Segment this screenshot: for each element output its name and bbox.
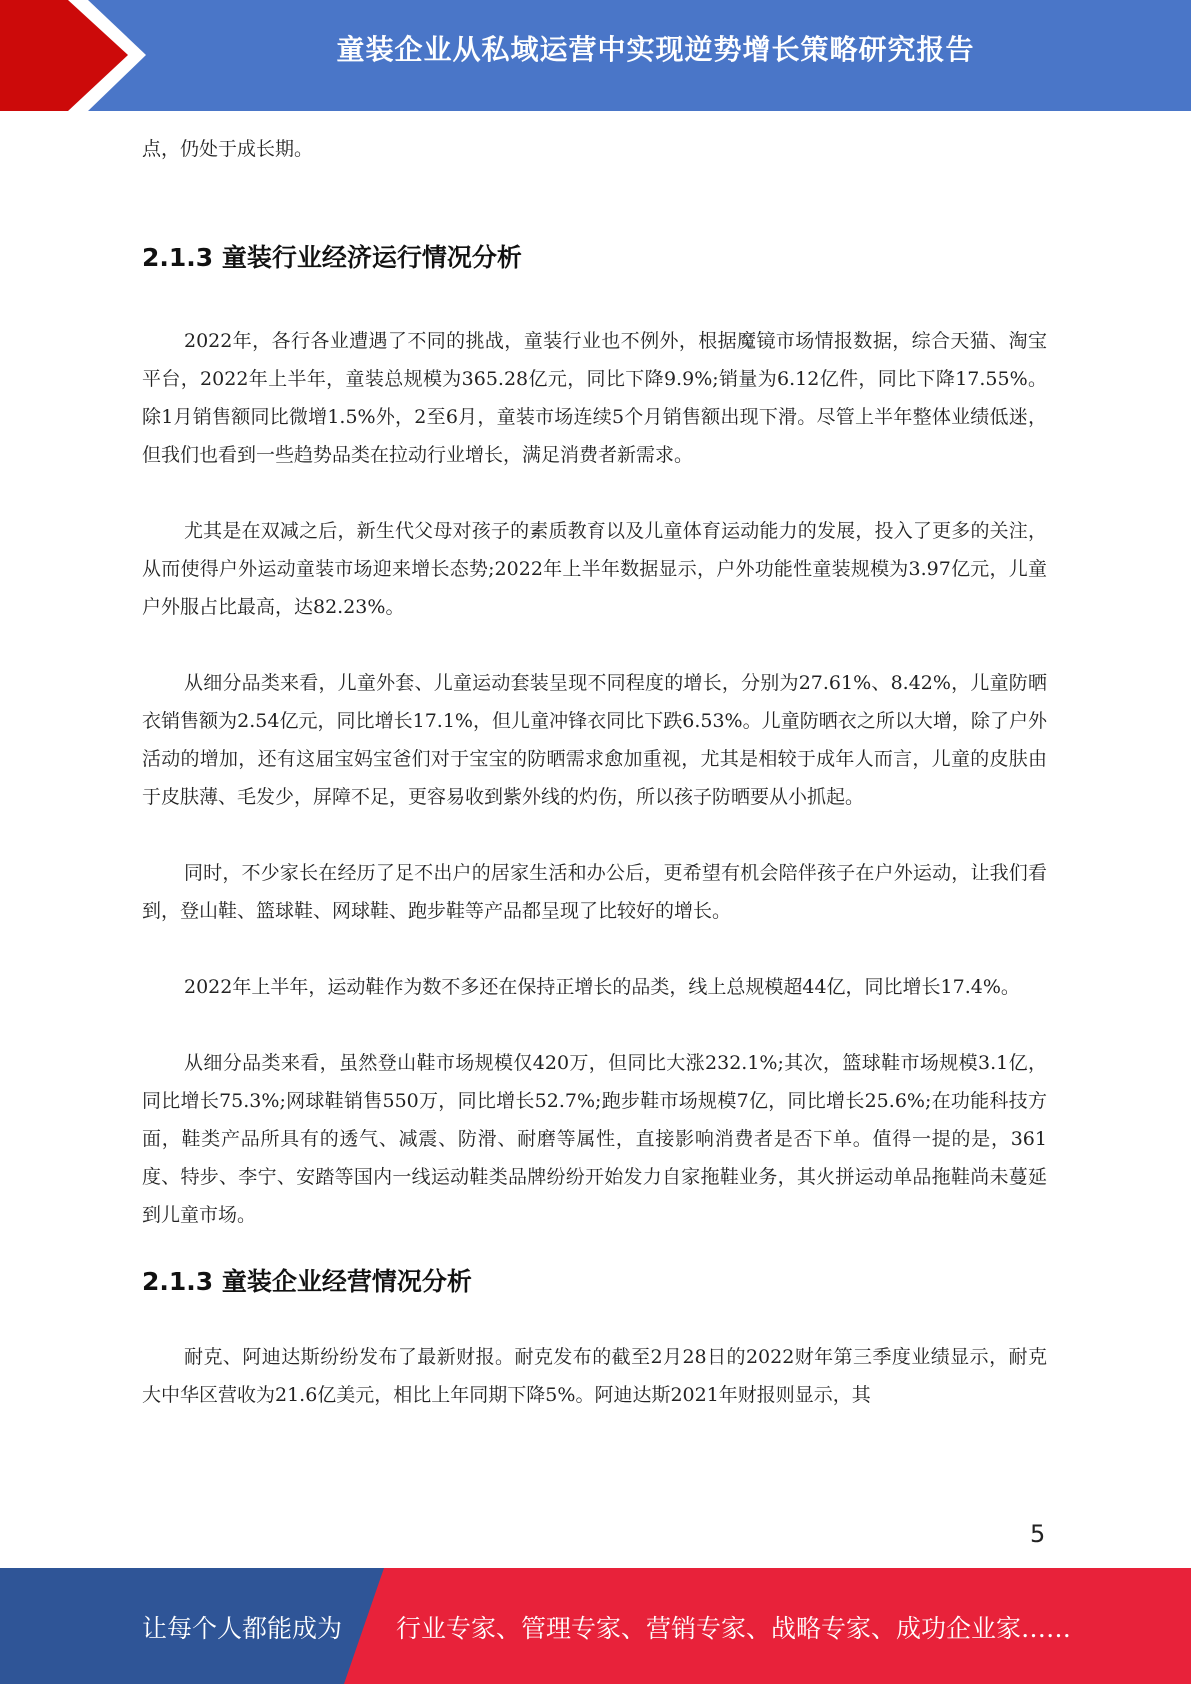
footer-banner	[0, 1568, 1191, 1684]
paragraph: 同时，不少家长在经历了足不出户的居家生活和办公后，更希望有机会陪伴孩子在户外运动，让我们看到，登山鞋、篮球鞋、网球鞋、跑步鞋等产品都呈现了比较好的增长。	[142, 862, 1047, 922]
paragraph: 2022年上半年，运动鞋作为数不多还在保持正增长的品类，线上总规模超44亿，同比增长17.4%。	[184, 976, 1020, 998]
page-number: 5	[1030, 1520, 1046, 1548]
section-heading-enterprise: 2.1.3 童装企业经营情况分析	[142, 1267, 472, 1296]
footer-slogan: 让每个人都能成为	[142, 1614, 343, 1643]
header-arrow-icon	[0, 0, 160, 111]
paragraph: 从细分品类来看，虽然登山鞋市场规模仅420万，但同比大涨232.1%;其次，篮球鞋市场规模3.1亿，同比增长75.3%;网球鞋销售550万，同比增长52.7%;跑步鞋市场规模7亿，同比增长25.6%;在功能科技方面，鞋类产品所具有的透气、减震、防滑、耐磨等属性，直接影响消费者是否下单。值得一提的是，361度、特步、李宁、安踏等国内一线运动鞋类品牌纷纷开始发力自家拖鞋业务，其火拼运动单品拖鞋尚未蔓延到儿童市场。	[142, 1052, 1047, 1226]
intro-line: 点，仍处于成长期。	[142, 138, 314, 160]
page-content	[142, 130, 1047, 1414]
paragraph: 2022年，各行各业遭遇了不同的挑战，童装行业也不例外，根据魔镜市场情报数据，综合天猫、淘宝平台，2022年上半年，童装总规模为365.28亿元，同比下降9.9%;销量为6.12亿件，同比下降17.55%。除1月销售额同比微增1.5%外，2至6月，童装市场连续5个月销售额出现下滑。尽管上半年整体业绩低迷，但我们也看到一些趋势品类在拉动行业增长，满足消费者新需求。	[142, 330, 1047, 466]
report-title: 童装企业从私域运营中实现逆势增长策略研究报告	[336, 33, 975, 66]
footer-roles: 行业专家、管理专家、营销专家、战略专家、成功企业家……	[396, 1614, 1072, 1643]
section-heading-industry: 2.1.3 童装行业经济运行情况分析	[142, 243, 522, 272]
header-banner	[0, 0, 1191, 111]
paragraph: 从细分品类来看，儿童外套、儿童运动套装呈现不同程度的增长，分别为27.61%、8.42%，儿童防晒衣销售额为2.54亿元，同比增长17.1%，但儿童冲锋衣同比下跌6.53%。儿童防晒衣之所以大增，除了户外活动的增加，还有这届宝妈宝爸们对于宝宝的防晒需求愈加重视，尤其是相较于成年人而言，儿童的皮肤由于皮肤薄、毛发少，屏障不足，更容易收到紫外线的灼伤，所以孩子防晒要从小抓起。	[142, 672, 1047, 808]
paragraph: 尤其是在双减之后，新生代父母对孩子的素质教育以及儿童体育运动能力的发展，投入了更多的关注，从而使得户外运动童装市场迎来增长态势;2022年上半年数据显示，户外功能性童装规模为3.97亿元，儿童户外服占比最高，达82.23%。	[142, 520, 1047, 618]
paragraph: 耐克、阿迪达斯纷纷发布了最新财报。耐克发布的截至2月28日的2022财年第三季度业绩显示，耐克大中华区营收为21.6亿美元，相比上年同期下降5%。阿迪达斯2021年财报则显示，其	[142, 1346, 1047, 1406]
